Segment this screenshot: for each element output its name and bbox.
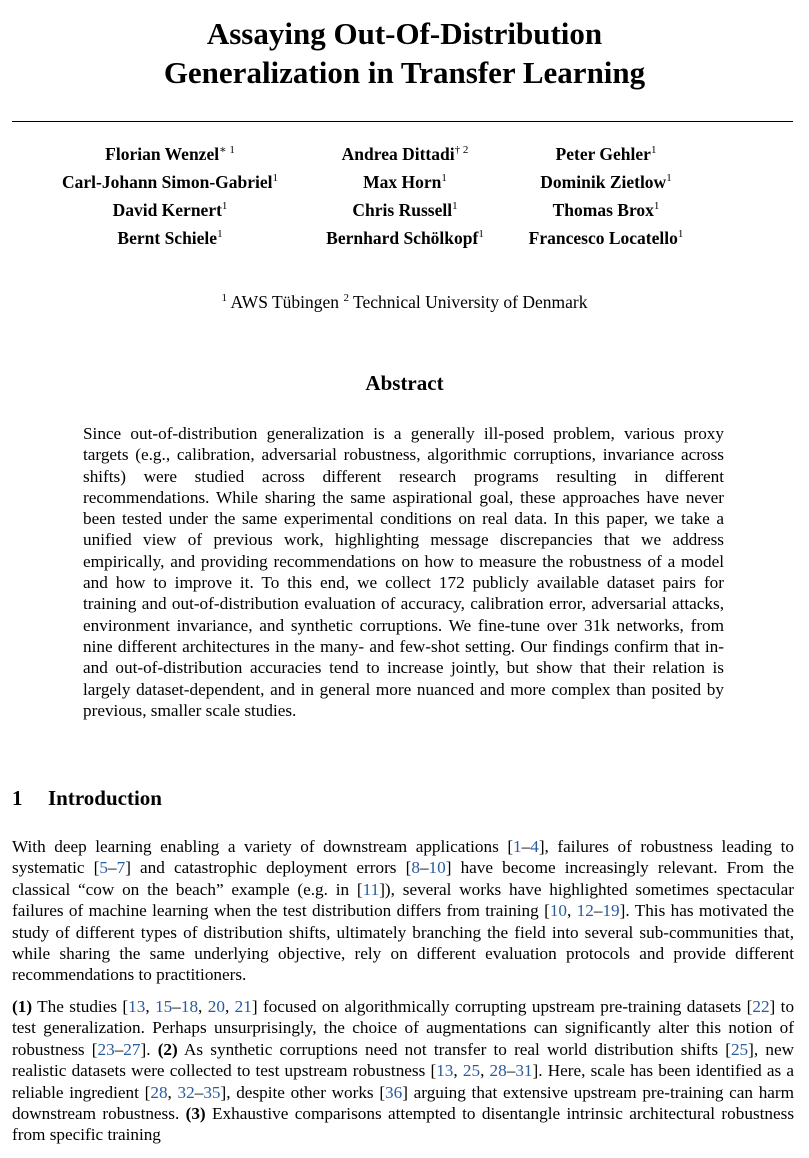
enumeration-marker: (1) — [12, 997, 33, 1016]
text-run: ]), several works have highlighted sometimes spectacular failures of machine learning when the test distribution differs from training [ — [12, 879, 794, 921]
text-run: – — [521, 837, 531, 856]
text-run: , — [198, 997, 208, 1016]
text-run: , — [453, 1061, 463, 1081]
citation-link[interactable]: 21 — [234, 997, 252, 1016]
citation-link[interactable]: 8 — [411, 858, 420, 878]
author-name — [352, 200, 457, 221]
text-run: , — [167, 1082, 178, 1102]
author-row — [0, 144, 809, 172]
intro-paragraph-1 — [12, 836, 794, 986]
citation-link[interactable]: 1 — [513, 837, 522, 856]
citation-link[interactable]: 10 — [549, 901, 568, 921]
author-affiliation-mark: 1 — [441, 172, 447, 184]
citation-link[interactable]: 35 — [203, 1082, 221, 1102]
author-name-text: Francesco Locatello — [528, 228, 678, 248]
text-run: , — [224, 997, 235, 1016]
abstract-text: Since out-of-distribution generalization is a generally ill-posed problem, various proxy targets (e.g., calibration, adversarial robustness, algorithmic corruptions, invariance across shifts) were studied across different research programs resulting in different recommendations. While sharing the same aspirational goal, these approaches have never been tested under the same experimental conditions on real data. In this paper, we take a unified view of previous work, highlighting message discrepancies that we address empirically, and providing recommendations on how to measure the robustness of a model and how to improve it. To this end, we collect 172 publicly available dataset pairs for training and out-of-distribution evaluation of accuracy, calibration error, adversarial attacks, environment invariance, and synthetic corruptions. We fine-tune over 31k networks, from nine different architectures in the many- and few-shot setting. Our findings confirm that in- and out-of-distribution accuracies tend to increase jointly, but show that their relation is largely dataset-dependent, and in general more nuanced and more complex than posited by previous, smaller scale studies. — [83, 424, 724, 720]
text-run: , — [567, 901, 577, 921]
text-run: – — [108, 858, 117, 878]
author-name — [326, 228, 484, 249]
citation-link[interactable]: 10 — [428, 858, 446, 878]
author-affiliation-mark: 1 — [452, 200, 458, 212]
text-run: ]. — [140, 1039, 158, 1059]
abstract-heading: Abstract — [365, 371, 444, 395]
citation-link[interactable]: 20 — [207, 997, 225, 1016]
section-heading — [12, 786, 162, 811]
text-run: – — [593, 901, 603, 921]
text-run: – — [506, 1061, 516, 1081]
citation-link[interactable]: 36 — [385, 1082, 403, 1102]
citation-link[interactable]: 12 — [576, 901, 594, 921]
section-title: Introduction — [48, 786, 162, 810]
citation-link[interactable]: 15 — [155, 997, 173, 1016]
text-run: As synthetic corruptions need not transfer to real world distribution shifts [ — [177, 1039, 731, 1059]
author-name-text: Andrea Dittadi — [341, 144, 455, 164]
author-affiliation-mark: ∗ 1 — [219, 144, 235, 156]
citation-link[interactable]: 27 — [123, 1039, 141, 1059]
author-name-text: Bernt Schiele — [117, 228, 218, 248]
text-run: ]. Here, scale has been identified as a reliable ingredient [ — [12, 1061, 795, 1102]
section-number: 1 — [12, 786, 23, 810]
citation-link[interactable]: 28 — [489, 1061, 507, 1081]
citation-link[interactable]: 11 — [362, 879, 380, 899]
text-run: ], despite other works [ — [220, 1082, 386, 1102]
author-name — [62, 172, 278, 193]
enumeration-marker: (3) — [185, 1104, 206, 1124]
citation-link[interactable]: 5 — [99, 858, 108, 878]
text-run: ] focused on algorithmically corrupting upstream pre-training datasets [ — [251, 997, 753, 1016]
text-run: ], new realistic datasets were collected to test upstream robustness [ — [12, 1039, 794, 1081]
text-run: ] have become increasingly relevant. From the classical “cow on the beach” example (e.g. in [ — [12, 858, 794, 899]
citation-link[interactable]: 32 — [177, 1082, 195, 1102]
author-name-text: Max Horn — [363, 172, 442, 192]
author-affiliation-mark: 1 — [650, 144, 657, 156]
citation-link[interactable]: 23 — [97, 1039, 115, 1059]
citation-link[interactable]: 31 — [515, 1061, 533, 1081]
author-row — [0, 172, 809, 200]
text-run: ] and catastrophic deployment errors [ — [125, 858, 412, 878]
author-affiliation-mark: 1 — [217, 228, 223, 240]
citation-link[interactable]: 25 — [730, 1039, 749, 1059]
citation-link[interactable]: 28 — [150, 1082, 168, 1102]
author-block — [0, 144, 809, 256]
author-name — [540, 172, 671, 193]
citation-link[interactable]: 25 — [462, 1061, 481, 1081]
author-name-text: Florian Wenzel — [105, 144, 220, 164]
author-name — [105, 144, 235, 165]
author-row — [0, 200, 809, 228]
affil-1: AWS Tübingen — [227, 292, 344, 312]
author-name — [113, 200, 228, 221]
paper-title — [0, 14, 809, 92]
author-name — [529, 228, 684, 249]
title-line-1: Assaying Out-Of-Distribution — [206, 16, 603, 51]
enumeration-marker: (2) — [157, 1039, 178, 1059]
author-name-text: Thomas Brox — [552, 200, 654, 220]
intro-paragraph-2 — [12, 996, 794, 1146]
author-affiliation-mark: 1 — [221, 200, 228, 212]
citation-link[interactable]: 13 — [436, 1061, 454, 1081]
author-name — [363, 172, 447, 193]
affil-sup-1: 1 — [221, 292, 228, 304]
author-name — [117, 228, 222, 249]
affil-2: Technical University of Denmark — [348, 292, 588, 312]
text-run: , — [480, 1061, 490, 1081]
text-run: – — [419, 858, 429, 878]
author-name-text: Carl-Johann Simon-Gabriel — [61, 172, 273, 192]
citation-link[interactable]: 22 — [752, 997, 770, 1016]
citation-link[interactable]: 7 — [116, 858, 126, 878]
author-affiliation-mark: 1 — [666, 172, 672, 184]
text-run: The studies [ — [32, 997, 129, 1016]
text-run: – — [172, 997, 181, 1016]
text-run: , — [145, 997, 156, 1016]
text-run: With deep learning enabling a variety of downstream applications [ — [12, 837, 514, 856]
author-name — [556, 144, 657, 165]
author-affiliation-mark: 1 — [653, 200, 660, 212]
text-run: ]. This has motivated the study of different types of distribution shifts, ultimately branching the field into several sub-communities that, while sharing the same underlying objective, rely on different evaluation protocols and provide different recommendations to practitioners. — [12, 901, 794, 985]
text-run: ] to test generalization. Perhaps unsurprisingly, the choice of augmentations can significantly alter this notion of robustness [ — [12, 997, 795, 1059]
author-row — [0, 228, 809, 256]
text-run: – — [114, 1039, 124, 1059]
title-line-2: Generalization in Transfer Learning — [163, 55, 646, 90]
text-run: Exhaustive comparisons attempted to disentangle intrinsic architectural robustness from specific training — [12, 1104, 795, 1145]
citation-link[interactable]: 13 — [128, 997, 146, 1016]
author-affiliation-mark: 1 — [272, 172, 279, 184]
author-name — [553, 200, 660, 221]
citation-link[interactable]: 19 — [602, 901, 620, 921]
title-rule — [12, 121, 793, 122]
affil-sup-2: 2 — [343, 292, 349, 304]
author-affiliation-mark: † 2 — [454, 144, 469, 156]
author-name-text: Peter Gehler — [555, 144, 651, 164]
author-name-text: Chris Russell — [352, 200, 453, 220]
author-name — [342, 144, 469, 165]
author-name-text: Bernhard Schölkopf — [326, 228, 479, 248]
author-name-text: Dominik Zietlow — [540, 172, 667, 192]
text-run: ], failures of robustness leading to systematic [ — [12, 837, 794, 878]
affiliations — [0, 292, 809, 313]
text-run: – — [194, 1082, 204, 1102]
citation-link[interactable]: 4 — [530, 837, 539, 856]
text-run: ] arguing that extensive upstream pre-training can harm downstream robustness. — [12, 1082, 795, 1124]
author-affiliation-mark: 1 — [478, 228, 484, 240]
author-affiliation-mark: 1 — [677, 228, 684, 240]
citation-link[interactable]: 18 — [180, 997, 199, 1016]
author-name-text: David Kernert — [112, 200, 222, 220]
